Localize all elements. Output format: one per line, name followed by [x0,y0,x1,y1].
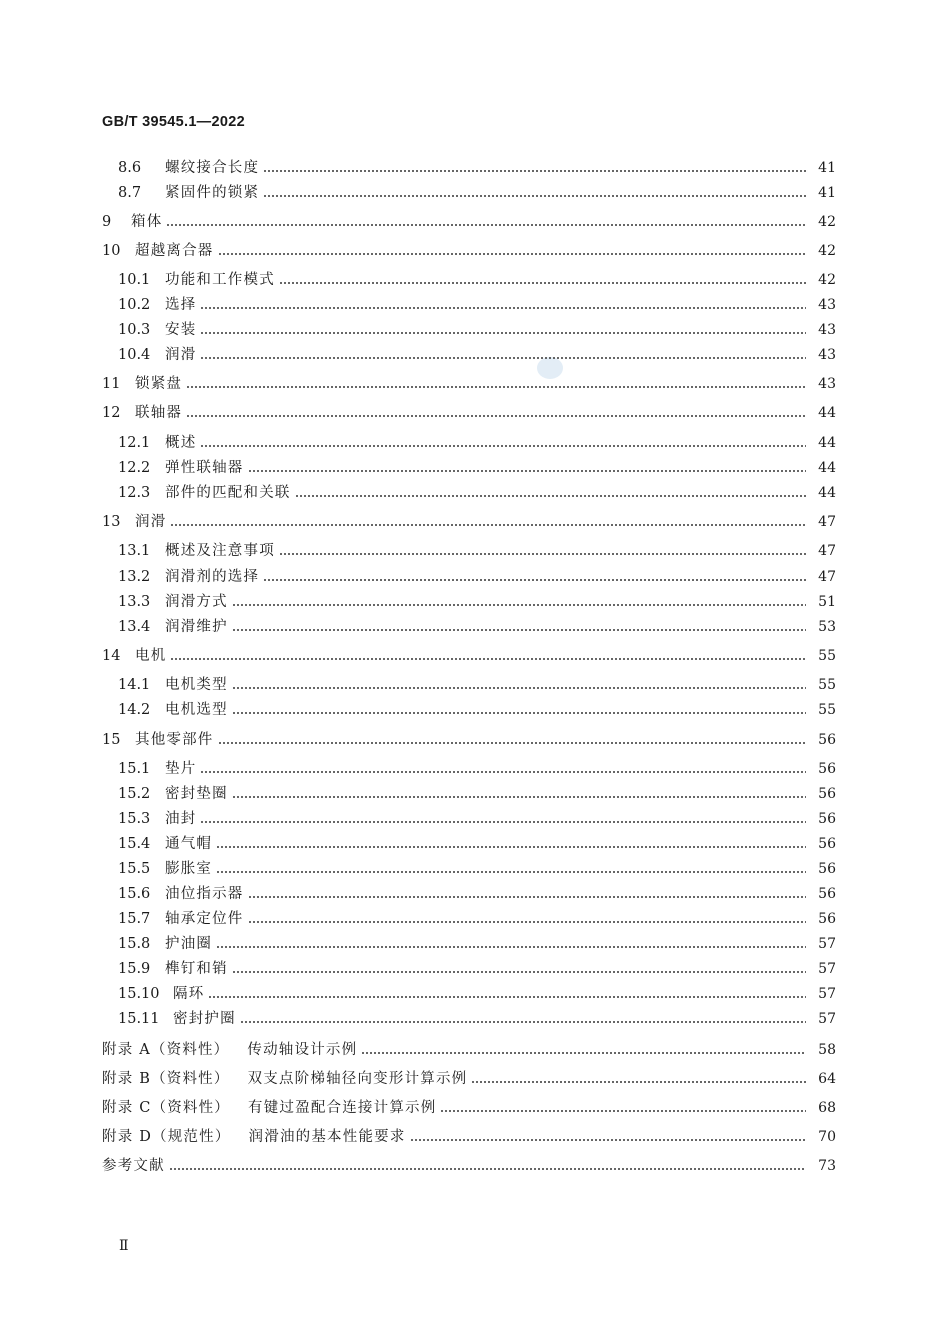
toc-entry-number: 15.2 [118,786,151,802]
dot-leader [218,253,807,255]
toc-entry-number: 15.6 [118,886,151,902]
toc-entry-page: 51 [818,594,836,610]
toc-entry-title: 护油圈 [165,936,213,952]
toc-entry-number: 15.4 [118,836,151,852]
toc-entry-number: 10 [102,243,121,259]
toc-entry-number: 11 [102,376,121,392]
dot-leader [263,195,806,197]
toc-entry-page: 55 [818,648,836,664]
dot-leader [279,282,806,284]
dot-leader [186,415,806,417]
toc-entry-number: 附录 A（资料性） [102,1042,230,1058]
toc-entry[interactable] [0,616,950,636]
toc-entry-page: 44 [818,435,836,451]
toc-entry-page: 47 [818,569,836,585]
toc-entry-number: 15.3 [118,811,151,827]
toc-entry[interactable] [0,958,950,978]
toc-entry[interactable] [0,1008,950,1028]
toc-entry-page: 43 [818,376,836,392]
toc-entry-title: 润滑 [135,514,167,530]
toc-entry-page: 41 [818,185,836,201]
dot-leader [166,224,806,226]
toc-entry-number: 9 [102,214,112,230]
toc-entry-title: 选择 [165,297,197,313]
toc-entry[interactable] [0,157,950,177]
toc-entry-title: 润滑剂的选择 [165,569,260,585]
dot-leader [232,604,806,606]
toc-entry-page: 58 [818,1042,836,1058]
toc-entry-title: 榫钉和销 [165,961,228,977]
toc-entry[interactable] [0,211,950,231]
toc-entry-title: 概述及注意事项 [165,543,275,559]
dot-leader [232,629,806,631]
toc-entry-number: 15.10 [118,986,160,1002]
toc-entry-page: 41 [818,160,836,176]
dot-leader [361,1052,806,1054]
toc-entry-title: 隔环 [173,986,205,1002]
dot-leader [169,1168,806,1170]
toc-entry[interactable] [0,674,950,694]
toc-entry-number: 14.2 [118,702,151,718]
toc-entry-title: 紧固件的锁紧 [165,185,260,201]
toc-entry[interactable] [0,540,950,560]
dot-leader [240,1021,806,1023]
toc-entry[interactable] [0,511,950,531]
toc-entry-page: 55 [818,702,836,718]
toc-entry[interactable] [0,645,950,665]
toc-entry[interactable] [0,591,950,611]
standard-number: GB/T 39545.1—2022 [102,114,245,130]
toc-entry-page: 47 [818,514,836,530]
dot-leader [410,1139,806,1141]
toc-entry-page: 70 [818,1129,836,1145]
toc-entry[interactable] [0,1097,950,1117]
toc-entry-title: 部件的匹配和关联 [165,485,291,501]
toc-entry-title: 密封垫圈 [165,786,228,802]
toc-entry-number: 8.6 [118,160,142,176]
toc-entry[interactable] [0,833,950,853]
dot-leader [232,687,806,689]
toc-entry[interactable] [0,983,950,1003]
dot-leader [218,742,807,744]
toc-entry-title: 螺纹接合长度 [165,160,260,176]
toc-entry-title: 双支点阶梯轴径向变形计算示例 [247,1071,468,1087]
toc-entry-page: 42 [818,243,836,259]
dot-leader [200,307,806,309]
toc-entry-number: 12 [102,405,121,421]
dot-leader [200,445,806,447]
dot-leader [279,553,806,555]
toc-entry[interactable] [0,783,950,803]
dot-leader [208,996,806,998]
toc-entry-page: 56 [818,886,836,902]
toc-entry-number: 13 [102,514,121,530]
toc-entry-title: 超越离合器 [135,243,214,259]
toc-entry[interactable] [0,883,950,903]
toc-entry-page: 44 [818,460,836,476]
toc-entry-number: 12.1 [118,435,151,451]
toc-entry-page: 57 [818,1011,836,1027]
toc-entry-page: 57 [818,961,836,977]
toc-entry-title: 膨胀室 [165,861,213,877]
toc-entry[interactable] [0,402,950,422]
dot-leader [263,170,806,172]
toc-entry-page: 42 [818,272,836,288]
toc-entry-page: 43 [818,322,836,338]
toc-entry-number: 13.1 [118,543,151,559]
toc-entry-title: 其他零部件 [135,732,214,748]
toc-entry-number: 10.2 [118,297,151,313]
toc-entry-number: 10.3 [118,322,151,338]
toc-entry-title: 弹性联轴器 [165,460,244,476]
toc-entry-page: 57 [818,986,836,1002]
toc-entry-title: 油位指示器 [165,886,244,902]
dot-leader [248,921,807,923]
dot-leader [232,796,806,798]
dot-leader [232,712,806,714]
toc-entry-title: 电机类型 [165,677,228,693]
toc-entry-number: 15.7 [118,911,151,927]
dot-leader [248,470,807,472]
toc-entry[interactable] [0,758,950,778]
toc-entry-page: 56 [818,861,836,877]
toc-entry-number: 15.5 [118,861,151,877]
toc-entry[interactable] [0,566,950,586]
toc-entry[interactable] [0,699,950,719]
dot-leader [440,1110,806,1112]
dot-leader [170,524,806,526]
toc-entry-title: 联轴器 [135,405,183,421]
toc-entry-title: 锁紧盘 [135,376,183,392]
toc-entry-number: 12.3 [118,485,151,501]
toc-entry-title: 润滑维护 [165,619,228,635]
toc-entry-number: 15 [102,732,121,748]
toc-entry-page: 53 [818,619,836,635]
toc-entry-title: 润滑方式 [165,594,228,610]
toc-entry-title: 箱体 [131,214,163,230]
toc-entry-title: 轴承定位件 [165,911,244,927]
dot-leader [200,332,806,334]
toc-entry[interactable] [0,373,950,393]
toc-entry-number: 13.3 [118,594,151,610]
dot-leader [232,971,806,973]
toc-entry[interactable] [0,858,950,878]
toc-entry-title: 油封 [165,811,197,827]
toc-entry-page: 55 [818,677,836,693]
toc-entry[interactable] [0,482,950,502]
toc-entry-title: 润滑油的基本性能要求 [248,1129,406,1145]
dot-leader [471,1081,806,1083]
toc-entry[interactable] [0,1039,950,1059]
toc-entry-number: 15.1 [118,761,151,777]
toc-entry-page: 56 [818,911,836,927]
toc-entry-number: 附录 C（资料性） [102,1100,231,1116]
toc-entry[interactable] [0,1068,950,1088]
toc-entry-title: 电机选型 [165,702,228,718]
toc-entry-page: 56 [818,786,836,802]
dot-leader [216,871,806,873]
toc-entry-number: 12.2 [118,460,151,476]
dot-leader [200,357,806,359]
toc-entry-number: 13.2 [118,569,151,585]
toc-entry-page: 56 [818,732,836,748]
toc-entry-page: 56 [818,836,836,852]
toc-entry[interactable] [0,729,950,749]
toc-entry-title: 密封护圈 [173,1011,236,1027]
toc-entry-title: 概述 [165,435,197,451]
dot-leader [200,821,806,823]
toc-entry-number: 15.11 [118,1011,160,1027]
toc-entry-page: 68 [818,1100,836,1116]
dot-leader [186,386,806,388]
toc-entry-title: 电机 [135,648,167,664]
page-number: Ⅱ [119,1238,129,1254]
toc-entry[interactable] [0,457,950,477]
toc-entry[interactable] [0,319,950,339]
toc-entry-number: 15.9 [118,961,151,977]
toc-entry-number: 15.8 [118,936,151,952]
dot-leader [200,771,806,773]
toc-entry-number: 14.1 [118,677,151,693]
toc-entry[interactable] [0,294,950,314]
toc-entry-page: 42 [818,214,836,230]
toc-entry-title: 润滑 [165,347,197,363]
toc-entry-title: 安装 [165,322,197,338]
toc-entry-page: 56 [818,811,836,827]
toc-entry[interactable] [0,344,950,364]
toc-entry-page: 57 [818,936,836,952]
toc-entry-page: 44 [818,485,836,501]
toc-entry-number: 14 [102,648,121,664]
toc-entry-page: 56 [818,761,836,777]
toc-entry[interactable] [0,1155,950,1175]
toc-entry-number: 附录 B（资料性） [102,1071,230,1087]
toc-entry[interactable] [0,182,950,202]
toc-entry[interactable] [0,908,950,928]
toc-entry-title: 功能和工作模式 [165,272,275,288]
toc-entry-number: 13.4 [118,619,151,635]
dot-leader [216,946,806,948]
toc-entry-title: 垫片 [165,761,197,777]
toc-entry[interactable] [0,933,950,953]
dot-leader [295,495,806,497]
toc-entry-title: 通气帽 [165,836,213,852]
toc-entry-page: 47 [818,543,836,559]
toc-entry-title: 传动轴设计示例 [247,1042,358,1058]
toc-entry[interactable] [0,1126,950,1146]
toc-entry[interactable] [0,432,950,452]
toc-entry-number: 10.1 [118,272,151,288]
dot-leader [216,846,806,848]
toc-entry-page: 43 [818,347,836,363]
toc-entry-number: 10.4 [118,347,151,363]
toc-entry-number: 8.7 [118,185,142,201]
toc-entry-number: 参考文献 [102,1158,165,1174]
toc-entry[interactable] [0,808,950,828]
dot-leader [263,579,806,581]
toc-entry-number: 附录 D（规范性） [102,1129,231,1145]
dot-leader [170,658,806,660]
toc-entry-page: 64 [818,1071,836,1087]
toc-entry-page: 44 [818,405,836,421]
toc-entry-page: 43 [818,297,836,313]
toc-entry[interactable] [0,240,950,260]
toc-entry-title: 有键过盈配合连接计算示例 [248,1100,437,1116]
toc-entry-page: 73 [818,1158,836,1174]
dot-leader [248,896,807,898]
toc-entry[interactable] [0,269,950,289]
